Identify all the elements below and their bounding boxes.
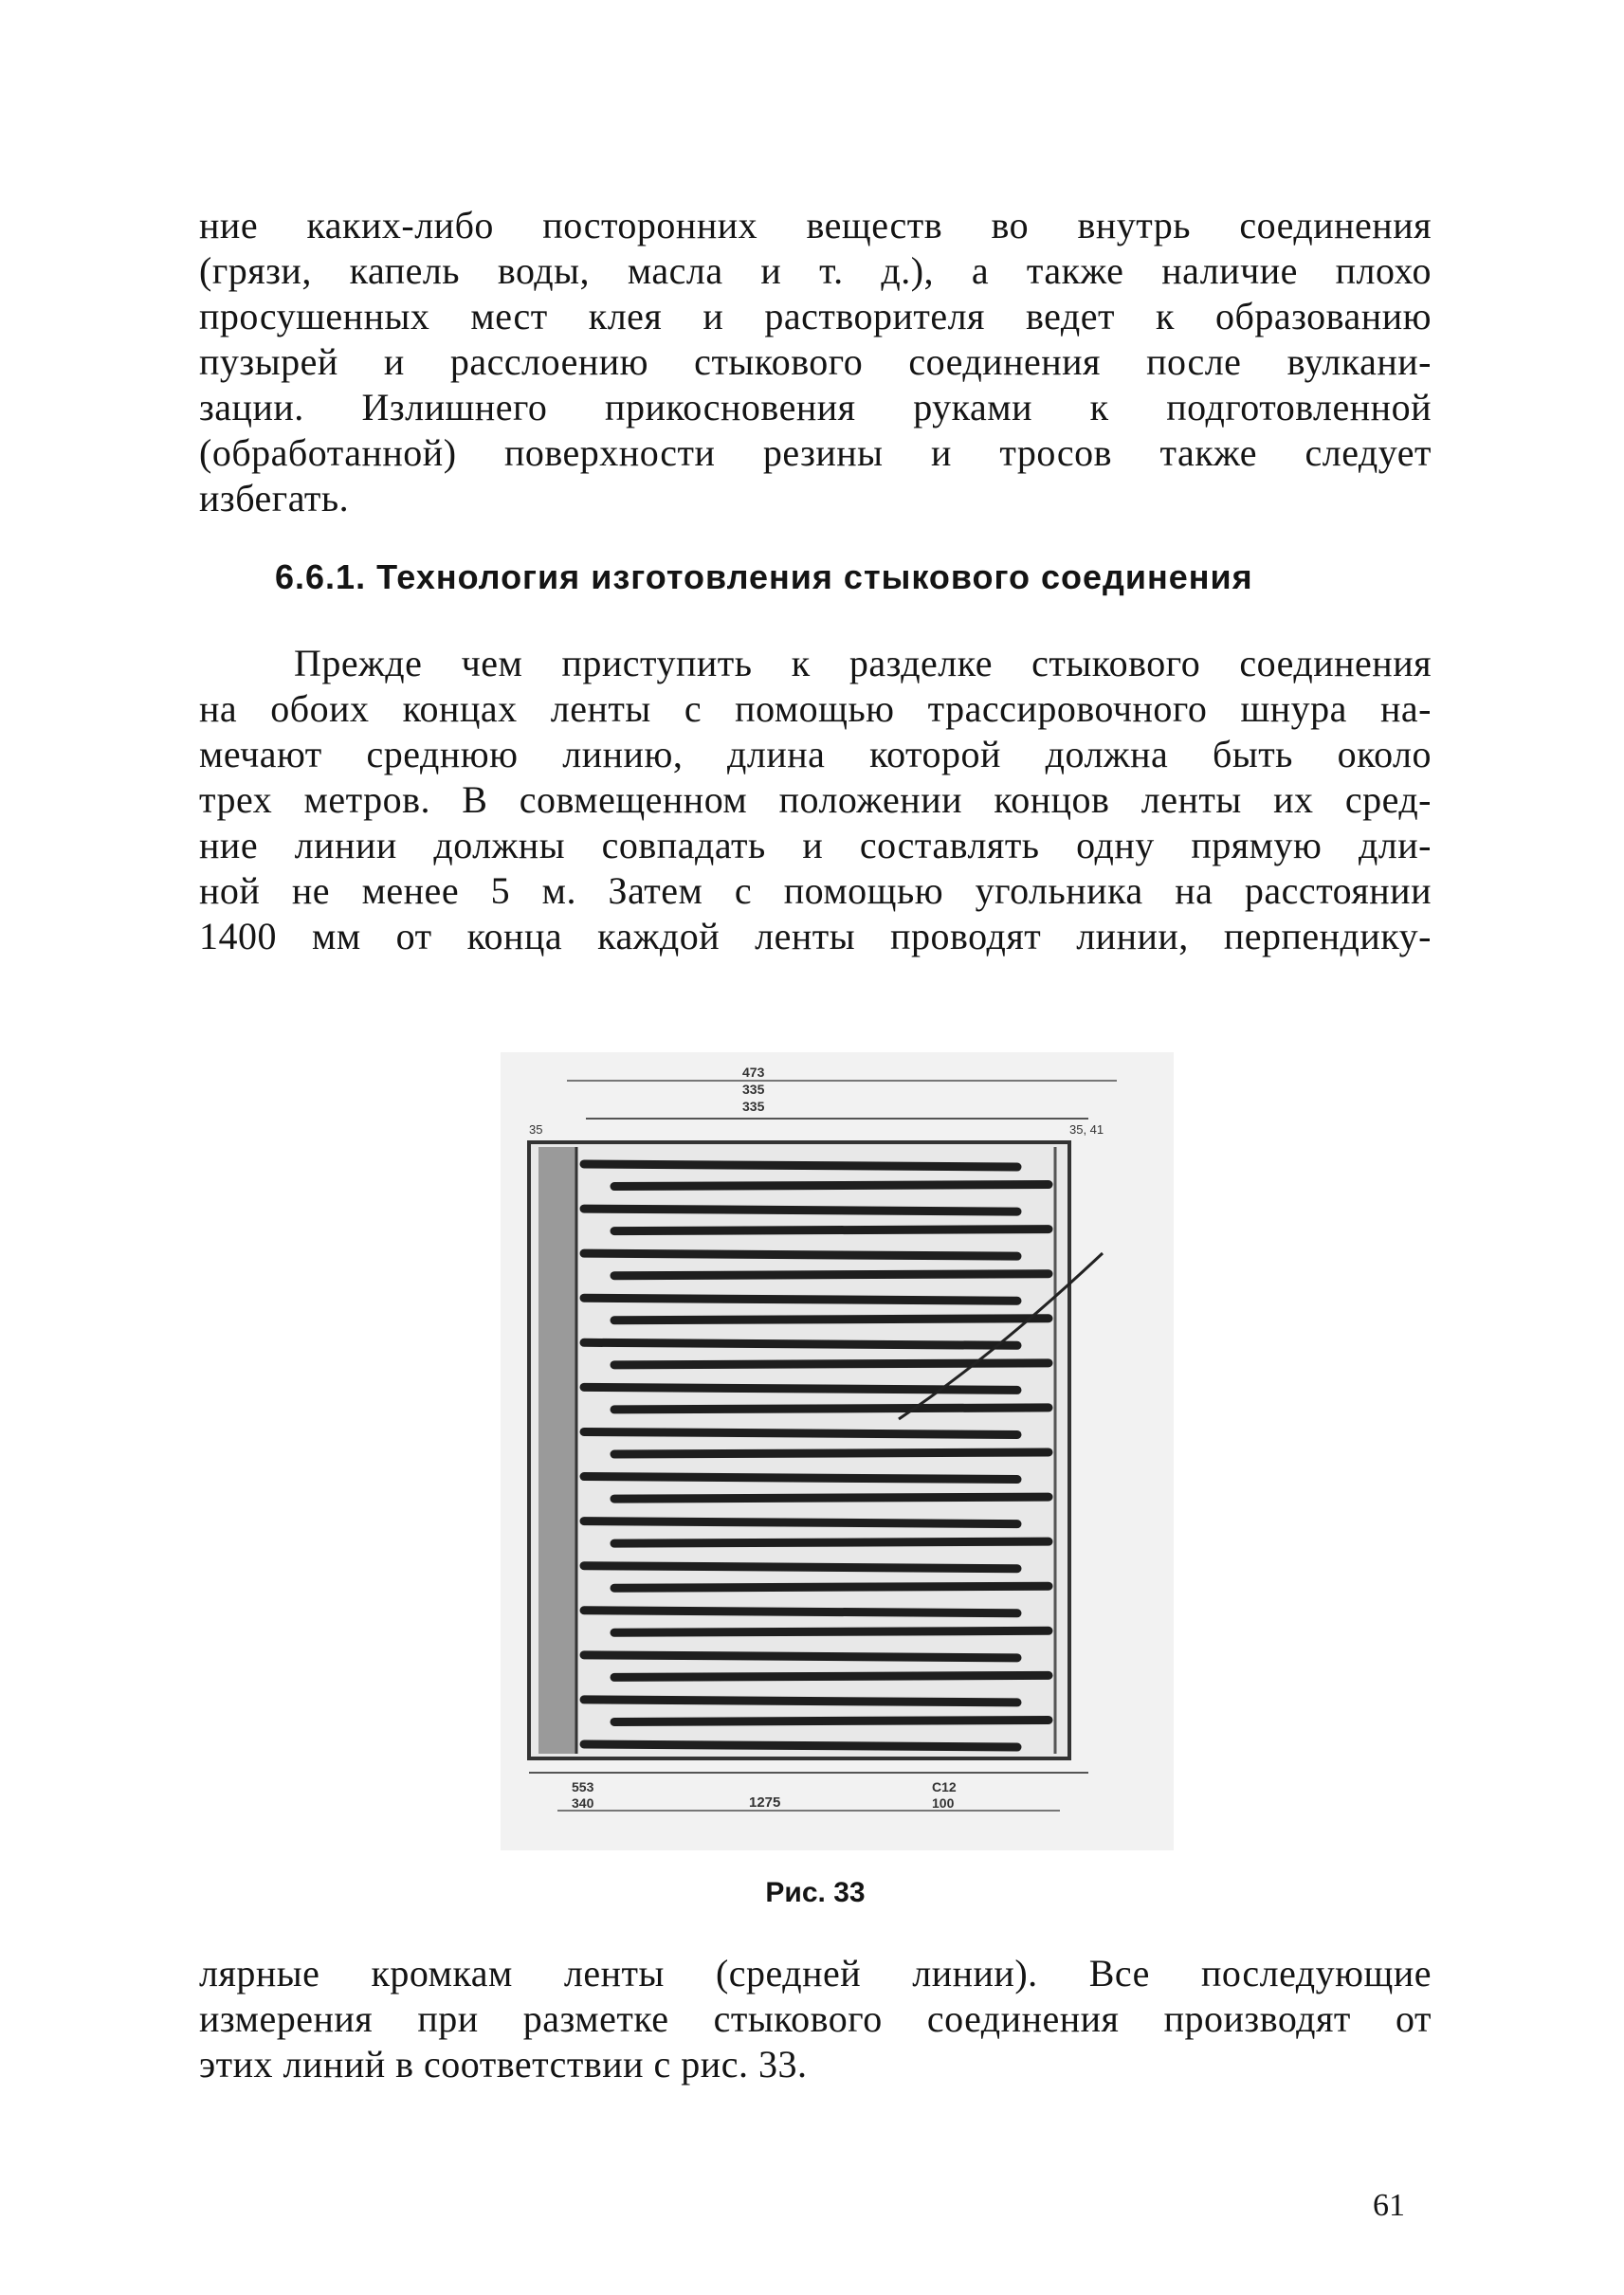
cable-line [584, 1744, 1017, 1747]
cable-line [584, 1387, 1017, 1390]
text-line: измерения при разметке стыкового соединения производят от [199, 1997, 1432, 2040]
cable-line [584, 1298, 1017, 1301]
cable-line [584, 1611, 1017, 1613]
paragraph-1 [199, 203, 1432, 521]
cable-line [614, 1541, 1049, 1543]
dim-label-top: 473 [742, 1065, 765, 1080]
page-number: 61 [1373, 2188, 1405, 2223]
text-line: ной не менее 5 м. Затем с помощью угольника на расстоянии [199, 869, 1432, 912]
text-line: этих линий в соответствии с рис. 33. [199, 2043, 808, 2086]
cable-line [614, 1630, 1049, 1632]
section-heading: 6.6.1. Технология изготовления стыкового соединения [275, 557, 1253, 596]
cable-line [614, 1408, 1049, 1410]
cable-line [584, 1209, 1017, 1211]
text-line: Прежде чем приступить к разделке стыкового соединения [294, 642, 1432, 684]
text-line: ние каких-либо посторонних веществ во внутрь соединения [199, 204, 1432, 246]
cable-line [584, 1521, 1017, 1524]
text-line: избегать. [199, 477, 350, 519]
cable-line [614, 1497, 1049, 1499]
paragraph-2 [199, 641, 1432, 959]
text-line: (грязи, капель воды, масла и т. д.), а также наличие плохо [199, 249, 1432, 292]
cable-line [614, 1229, 1049, 1231]
cable-line [614, 1452, 1049, 1454]
figure-caption: Рис. 33 [765, 1877, 866, 1908]
cable-line [584, 1164, 1017, 1167]
paragraph-3 [199, 1951, 1432, 2087]
dim-label-bottom-center: 1275 [749, 1794, 781, 1811]
text-line: 1400 мм от конца каждой ленты проводят линии, перпендику- [199, 915, 1432, 957]
text-line: просушенных мест клея и растворителя ведет к образованию [199, 295, 1432, 337]
cable-line [584, 1431, 1017, 1434]
cable-line [614, 1586, 1049, 1588]
text-line: ние линии должны совпадать и составлять одну прямую дли- [199, 824, 1432, 866]
cable-line [614, 1720, 1049, 1721]
dim-label-top-left: 35 [529, 1122, 543, 1137]
belt-edge-left [538, 1147, 576, 1754]
dim-label-bottom-right: 100 [932, 1795, 955, 1811]
cable-line [584, 1566, 1017, 1569]
cable-line [614, 1363, 1049, 1365]
text-line: мечают среднюю линию, длина которой должна быть около [199, 733, 1432, 775]
dim-label-bottom-left: 340 [572, 1795, 594, 1811]
dim-label-top: 335 [742, 1082, 765, 1097]
dim-label-top-right: 35, 41 [1069, 1122, 1104, 1137]
dim-label-top: 335 [742, 1099, 765, 1114]
text-line: на обоих концах ленты с помощью трассировочного шнура на- [199, 687, 1432, 730]
cable-line [614, 1319, 1049, 1321]
splice-diagram [501, 1052, 1174, 1850]
cable-line [584, 1253, 1017, 1256]
text-line: пузырей и расслоению стыкового соединения после вулкани- [199, 340, 1432, 383]
cable-line [584, 1342, 1017, 1345]
cable-line [584, 1477, 1017, 1480]
figure-splice-diagram [501, 1052, 1174, 1850]
text-line: (обработанной) поверхности резины и тросов также следует [199, 431, 1432, 474]
text-line: лярные кромкам ленты (средней линии). Все последующие [199, 1952, 1432, 1994]
dim-label-bottom-right: C12 [932, 1779, 957, 1794]
cable-line [584, 1655, 1017, 1658]
text-line: трех метров. В совмещенном положении концов ленты их сред- [199, 778, 1432, 821]
cable-line [614, 1185, 1049, 1187]
dim-label-bottom-left: 553 [572, 1779, 594, 1794]
cable-line [584, 1700, 1017, 1703]
cable-line [614, 1274, 1049, 1276]
text-line: зации. Излишнего прикосновения руками к подготовленной [199, 386, 1432, 428]
cable-line [614, 1675, 1049, 1677]
